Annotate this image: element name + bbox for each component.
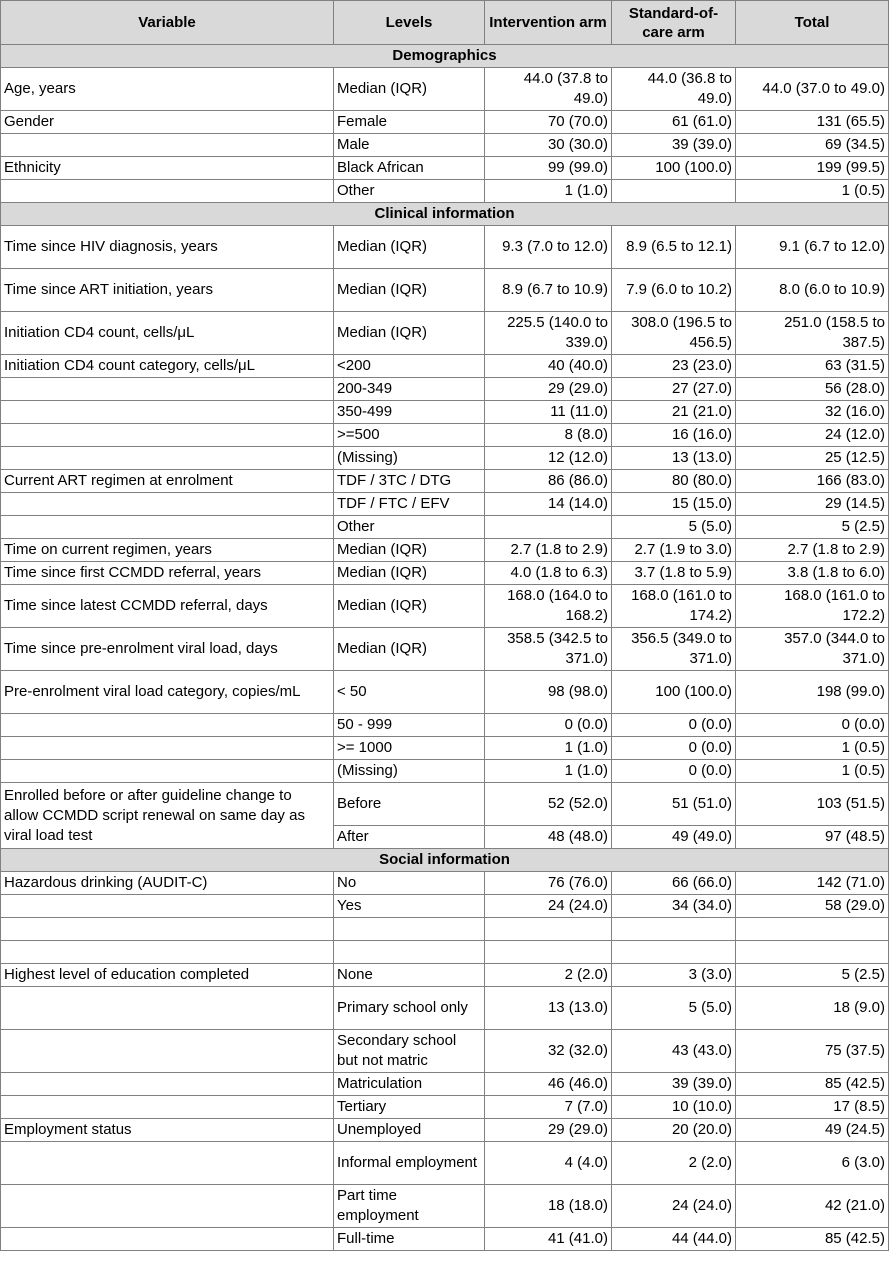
level-cell: Median (IQR)	[334, 562, 485, 585]
table-row	[1, 539, 889, 562]
variable-cell	[1, 493, 334, 516]
intervention-cell: 1 (1.0)	[485, 737, 612, 760]
soc-cell: 3 (3.0)	[612, 964, 736, 987]
variable-cell: Age, years	[1, 68, 334, 111]
level-cell: Median (IQR)	[334, 539, 485, 562]
level-cell: TDF / 3TC / DTG	[334, 470, 485, 493]
section-row	[1, 45, 889, 68]
soc-cell: 34 (34.0)	[612, 895, 736, 918]
level-cell: Median (IQR)	[334, 585, 485, 628]
soc-cell: 100 (100.0)	[612, 671, 736, 714]
soc-cell: 0 (0.0)	[612, 714, 736, 737]
table-row	[1, 516, 889, 539]
total-cell: 142 (71.0)	[736, 872, 889, 895]
header-intervention-arm: Intervention arm	[485, 1, 612, 45]
soc-cell: 5 (5.0)	[612, 987, 736, 1030]
soc-cell	[612, 180, 736, 203]
level-cell: Median (IQR)	[334, 269, 485, 312]
total-cell: 1 (0.5)	[736, 760, 889, 783]
soc-cell	[612, 918, 736, 941]
total-cell: 198 (99.0)	[736, 671, 889, 714]
soc-cell: 7.9 (6.0 to 10.2)	[612, 269, 736, 312]
soc-cell: 356.5 (349.0 to 371.0)	[612, 628, 736, 671]
total-cell: 1 (0.5)	[736, 180, 889, 203]
intervention-cell: 40 (40.0)	[485, 355, 612, 378]
intervention-cell: 8 (8.0)	[485, 424, 612, 447]
variable-cell: Time since latest CCMDD referral, days	[1, 585, 334, 628]
total-cell: 9.1 (6.7 to 12.0)	[736, 226, 889, 269]
intervention-cell: 29 (29.0)	[485, 1119, 612, 1142]
soc-cell: 0 (0.0)	[612, 760, 736, 783]
intervention-cell: 2 (2.0)	[485, 964, 612, 987]
intervention-cell: 52 (52.0)	[485, 783, 612, 826]
table-row	[1, 424, 889, 447]
soc-cell: 39 (39.0)	[612, 1073, 736, 1096]
variable-cell	[1, 378, 334, 401]
level-cell: Black African	[334, 157, 485, 180]
table-row	[1, 760, 889, 783]
section-heading: Social information	[1, 849, 889, 872]
total-cell: 42 (21.0)	[736, 1185, 889, 1228]
soc-cell: 43 (43.0)	[612, 1030, 736, 1073]
soc-cell: 168.0 (161.0 to 174.2)	[612, 585, 736, 628]
section-heading: Demographics	[1, 45, 889, 68]
soc-cell: 49 (49.0)	[612, 826, 736, 849]
table-row	[1, 1228, 889, 1251]
total-cell: 69 (34.5)	[736, 134, 889, 157]
intervention-cell: 12 (12.0)	[485, 447, 612, 470]
variable-cell	[1, 1073, 334, 1096]
total-cell: 5 (2.5)	[736, 964, 889, 987]
variable-cell	[1, 516, 334, 539]
total-cell: 131 (65.5)	[736, 111, 889, 134]
level-cell: (Missing)	[334, 760, 485, 783]
soc-cell: 21 (21.0)	[612, 401, 736, 424]
total-cell: 199 (99.5)	[736, 157, 889, 180]
table-row	[1, 987, 889, 1030]
intervention-cell: 18 (18.0)	[485, 1185, 612, 1228]
table-row	[1, 355, 889, 378]
soc-cell: 61 (61.0)	[612, 111, 736, 134]
soc-cell: 27 (27.0)	[612, 378, 736, 401]
soc-cell: 10 (10.0)	[612, 1096, 736, 1119]
intervention-cell: 7 (7.0)	[485, 1096, 612, 1119]
section-row	[1, 203, 889, 226]
variable-cell: Time on current regimen, years	[1, 539, 334, 562]
table-row	[1, 1119, 889, 1142]
soc-cell: 51 (51.0)	[612, 783, 736, 826]
level-cell: Female	[334, 111, 485, 134]
table-row	[1, 1030, 889, 1073]
table-row	[1, 737, 889, 760]
variable-cell	[1, 401, 334, 424]
intervention-cell	[485, 516, 612, 539]
variable-cell: Time since ART initiation, years	[1, 269, 334, 312]
variable-cell	[1, 424, 334, 447]
total-cell: 24 (12.0)	[736, 424, 889, 447]
variable-cell	[1, 760, 334, 783]
section-row	[1, 849, 889, 872]
intervention-cell: 76 (76.0)	[485, 872, 612, 895]
intervention-cell: 30 (30.0)	[485, 134, 612, 157]
soc-cell: 13 (13.0)	[612, 447, 736, 470]
total-cell: 6 (3.0)	[736, 1142, 889, 1185]
total-cell: 17 (8.5)	[736, 1096, 889, 1119]
intervention-cell: 14 (14.0)	[485, 493, 612, 516]
level-cell: Median (IQR)	[334, 628, 485, 671]
intervention-cell: 48 (48.0)	[485, 826, 612, 849]
table-row	[1, 562, 889, 585]
total-cell: 75 (37.5)	[736, 1030, 889, 1073]
total-cell: 58 (29.0)	[736, 895, 889, 918]
level-cell: >=500	[334, 424, 485, 447]
intervention-cell: 46 (46.0)	[485, 1073, 612, 1096]
soc-cell: 80 (80.0)	[612, 470, 736, 493]
table-row	[1, 585, 889, 628]
variable-cell: Time since first CCMDD referral, years	[1, 562, 334, 585]
table-row	[1, 157, 889, 180]
variable-cell: Time since HIV diagnosis, years	[1, 226, 334, 269]
intervention-cell: 86 (86.0)	[485, 470, 612, 493]
intervention-cell: 70 (70.0)	[485, 111, 612, 134]
soc-cell: 20 (20.0)	[612, 1119, 736, 1142]
level-cell: Median (IQR)	[334, 312, 485, 355]
level-cell: TDF / FTC / EFV	[334, 493, 485, 516]
total-cell: 166 (83.0)	[736, 470, 889, 493]
level-cell: >= 1000	[334, 737, 485, 760]
variable-cell	[1, 1228, 334, 1251]
level-cell: <200	[334, 355, 485, 378]
table-row	[1, 226, 889, 269]
level-cell: No	[334, 872, 485, 895]
total-cell: 85 (42.5)	[736, 1228, 889, 1251]
level-cell: Tertiary	[334, 1096, 485, 1119]
table-row	[1, 312, 889, 355]
intervention-cell: 99 (99.0)	[485, 157, 612, 180]
table-row	[1, 671, 889, 714]
level-cell: Yes	[334, 895, 485, 918]
intervention-cell: 1 (1.0)	[485, 180, 612, 203]
total-cell: 251.0 (158.5 to 387.5)	[736, 312, 889, 355]
total-cell: 18 (9.0)	[736, 987, 889, 1030]
total-cell	[736, 918, 889, 941]
header-standard-of-care-arm: Standard-of-care arm	[612, 1, 736, 45]
variable-cell: Pre-enrolment viral load category, copies/mL	[1, 671, 334, 714]
variable-cell	[1, 918, 334, 941]
intervention-cell	[485, 941, 612, 964]
level-cell: (Missing)	[334, 447, 485, 470]
header-variable: Variable	[1, 1, 334, 45]
table-row	[1, 111, 889, 134]
variable-cell: Time since pre-enrolment viral load, days	[1, 628, 334, 671]
level-cell: 200-349	[334, 378, 485, 401]
soc-cell: 44 (44.0)	[612, 1228, 736, 1251]
variable-cell	[1, 1185, 334, 1228]
intervention-cell: 41 (41.0)	[485, 1228, 612, 1251]
level-cell: Secondary school but not matric	[334, 1030, 485, 1073]
intervention-cell: 4 (4.0)	[485, 1142, 612, 1185]
level-cell: Part time employment	[334, 1185, 485, 1228]
intervention-cell: 44.0 (37.8 to 49.0)	[485, 68, 612, 111]
table-row	[1, 1096, 889, 1119]
level-cell: Informal employment	[334, 1142, 485, 1185]
soc-cell: 39 (39.0)	[612, 134, 736, 157]
total-cell: 29 (14.5)	[736, 493, 889, 516]
level-cell: 50 - 999	[334, 714, 485, 737]
total-cell: 168.0 (161.0 to 172.2)	[736, 585, 889, 628]
variable-cell	[1, 714, 334, 737]
table-row	[1, 493, 889, 516]
total-cell: 56 (28.0)	[736, 378, 889, 401]
table-row	[1, 378, 889, 401]
soc-cell: 100 (100.0)	[612, 157, 736, 180]
intervention-cell: 29 (29.0)	[485, 378, 612, 401]
variable-cell: Ethnicity	[1, 157, 334, 180]
soc-cell	[612, 941, 736, 964]
soc-cell: 308.0 (196.5 to 456.5)	[612, 312, 736, 355]
intervention-cell: 8.9 (6.7 to 10.9)	[485, 269, 612, 312]
table-row	[1, 783, 889, 826]
soc-cell: 24 (24.0)	[612, 1185, 736, 1228]
level-cell: Other	[334, 180, 485, 203]
intervention-cell: 358.5 (342.5 to 371.0)	[485, 628, 612, 671]
table-row	[1, 401, 889, 424]
level-cell: Matriculation	[334, 1073, 485, 1096]
variable-cell	[1, 447, 334, 470]
total-cell	[736, 941, 889, 964]
intervention-cell: 24 (24.0)	[485, 895, 612, 918]
table-row	[1, 895, 889, 918]
table-row	[1, 180, 889, 203]
level-cell: < 50	[334, 671, 485, 714]
table-row	[1, 447, 889, 470]
intervention-cell: 1 (1.0)	[485, 760, 612, 783]
soc-cell: 15 (15.0)	[612, 493, 736, 516]
variable-cell	[1, 1096, 334, 1119]
total-cell: 1 (0.5)	[736, 737, 889, 760]
total-cell: 8.0 (6.0 to 10.9)	[736, 269, 889, 312]
variable-cell: Highest level of education completed	[1, 964, 334, 987]
level-cell: 350-499	[334, 401, 485, 424]
intervention-cell: 9.3 (7.0 to 12.0)	[485, 226, 612, 269]
header-levels: Levels	[334, 1, 485, 45]
intervention-cell: 0 (0.0)	[485, 714, 612, 737]
level-cell: None	[334, 964, 485, 987]
table-row	[1, 68, 889, 111]
table-row	[1, 1185, 889, 1228]
intervention-cell	[485, 918, 612, 941]
variable-cell: Current ART regimen at enrolment	[1, 470, 334, 493]
variable-cell: Gender	[1, 111, 334, 134]
intervention-cell: 2.7 (1.8 to 2.9)	[485, 539, 612, 562]
table-row	[1, 1073, 889, 1096]
variable-cell	[1, 1030, 334, 1073]
level-cell: Median (IQR)	[334, 68, 485, 111]
soc-cell: 66 (66.0)	[612, 872, 736, 895]
variable-cell: Initiation CD4 count, cells/μL	[1, 312, 334, 355]
total-cell: 0 (0.0)	[736, 714, 889, 737]
total-cell: 25 (12.5)	[736, 447, 889, 470]
soc-cell: 0 (0.0)	[612, 737, 736, 760]
variable-cell: Employment status	[1, 1119, 334, 1142]
intervention-cell: 225.5 (140.0 to 339.0)	[485, 312, 612, 355]
level-cell: Full-time	[334, 1228, 485, 1251]
intervention-cell: 4.0 (1.8 to 6.3)	[485, 562, 612, 585]
level-cell: Primary school only	[334, 987, 485, 1030]
total-cell: 63 (31.5)	[736, 355, 889, 378]
level-cell	[334, 941, 485, 964]
total-cell: 2.7 (1.8 to 2.9)	[736, 539, 889, 562]
level-cell: Male	[334, 134, 485, 157]
total-cell: 357.0 (344.0 to 371.0)	[736, 628, 889, 671]
table-row	[1, 964, 889, 987]
section-heading: Clinical information	[1, 203, 889, 226]
variable-cell	[1, 1142, 334, 1185]
table-row	[1, 134, 889, 157]
total-cell: 85 (42.5)	[736, 1073, 889, 1096]
level-cell: Unemployed	[334, 1119, 485, 1142]
level-cell: Before	[334, 783, 485, 826]
total-cell: 32 (16.0)	[736, 401, 889, 424]
soc-cell: 2.7 (1.9 to 3.0)	[612, 539, 736, 562]
table-body	[1, 45, 889, 1251]
variable-cell	[1, 895, 334, 918]
table-row	[1, 918, 889, 941]
table-row	[1, 941, 889, 964]
table-header-row	[1, 1, 889, 45]
total-cell: 44.0 (37.0 to 49.0)	[736, 68, 889, 111]
soc-cell: 3.7 (1.8 to 5.9)	[612, 562, 736, 585]
table-row	[1, 628, 889, 671]
intervention-cell: 32 (32.0)	[485, 1030, 612, 1073]
soc-cell: 8.9 (6.5 to 12.1)	[612, 226, 736, 269]
intervention-cell: 98 (98.0)	[485, 671, 612, 714]
variable-cell	[1, 987, 334, 1030]
variable-cell	[1, 180, 334, 203]
total-cell: 49 (24.5)	[736, 1119, 889, 1142]
intervention-cell: 11 (11.0)	[485, 401, 612, 424]
table-row	[1, 470, 889, 493]
level-cell	[334, 918, 485, 941]
level-cell: After	[334, 826, 485, 849]
table-row	[1, 269, 889, 312]
total-cell: 103 (51.5)	[736, 783, 889, 826]
variable-cell: Initiation CD4 count category, cells/μL	[1, 355, 334, 378]
soc-cell: 44.0 (36.8 to 49.0)	[612, 68, 736, 111]
level-cell: Median (IQR)	[334, 226, 485, 269]
variable-cell: Hazardous drinking (AUDIT-C)	[1, 872, 334, 895]
variable-cell	[1, 737, 334, 760]
table-row	[1, 714, 889, 737]
soc-cell: 23 (23.0)	[612, 355, 736, 378]
soc-cell: 5 (5.0)	[612, 516, 736, 539]
table-row	[1, 872, 889, 895]
variable-cell: Enrolled before or after guideline change to allow CCMDD script renewal on same day as viral load test	[1, 783, 334, 849]
intervention-cell: 168.0 (164.0 to 168.2)	[485, 585, 612, 628]
variable-cell	[1, 941, 334, 964]
total-cell: 97 (48.5)	[736, 826, 889, 849]
soc-cell: 16 (16.0)	[612, 424, 736, 447]
soc-cell: 2 (2.0)	[612, 1142, 736, 1185]
header-total: Total	[736, 1, 889, 45]
intervention-cell: 13 (13.0)	[485, 987, 612, 1030]
total-cell: 3.8 (1.8 to 6.0)	[736, 562, 889, 585]
variable-cell	[1, 134, 334, 157]
table-row	[1, 1142, 889, 1185]
total-cell: 5 (2.5)	[736, 516, 889, 539]
level-cell: Other	[334, 516, 485, 539]
